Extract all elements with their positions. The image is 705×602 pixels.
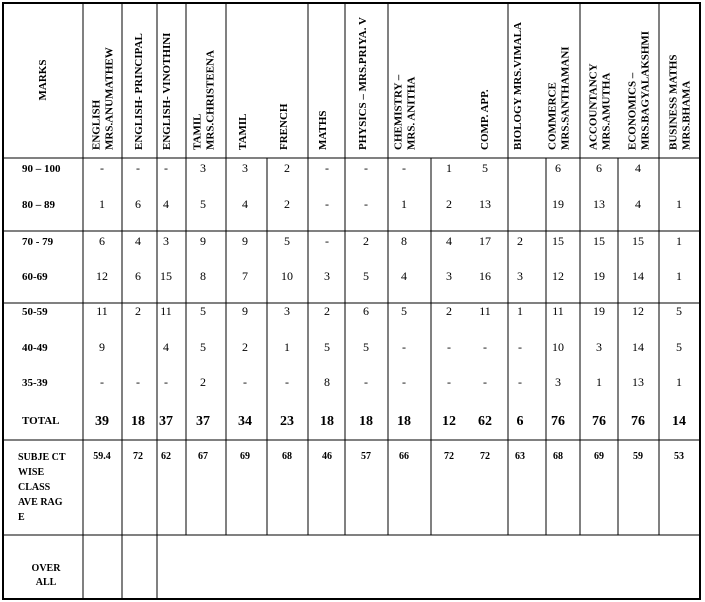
table-cell: - xyxy=(164,375,168,389)
table-cell: 2 xyxy=(446,197,452,211)
marks-header: MARKS xyxy=(37,59,49,101)
total-cell: 18 xyxy=(397,414,411,429)
table-cell: 3 xyxy=(163,234,169,248)
table-cell: 6 xyxy=(135,197,141,211)
average-cell: 69 xyxy=(240,451,250,462)
table-cell: 19 xyxy=(552,197,564,211)
table-cell: 16 xyxy=(479,269,491,283)
row-label: 70 - 79 xyxy=(22,236,54,248)
subject-header: CHEMISTRY – xyxy=(392,74,405,150)
table-cell: 2 xyxy=(446,304,452,318)
average-cell: 63 xyxy=(515,451,525,462)
table-cell: 5 xyxy=(676,340,682,354)
average-cell: 67 xyxy=(198,451,208,462)
table-cell: 3 xyxy=(284,304,290,318)
table-cell: - xyxy=(364,161,368,175)
total-cell: 39 xyxy=(95,414,109,429)
total-cell: 76 xyxy=(592,414,606,429)
table-cell: 8 xyxy=(401,234,407,248)
table-cell: 13 xyxy=(593,197,605,211)
table-cell: 3 xyxy=(446,269,452,283)
table-cell: 5 xyxy=(200,304,206,318)
total-cell: 18 xyxy=(320,414,334,429)
table-cell: 3 xyxy=(517,269,523,283)
subject-header: BUSINESS MATHS xyxy=(667,54,680,150)
table-cell: 4 xyxy=(446,234,452,248)
table-cell: - xyxy=(518,375,522,389)
table-cell: - xyxy=(136,161,140,175)
table-cell: 5 xyxy=(284,234,290,248)
table-cell: 10 xyxy=(552,340,564,354)
table-cell: - xyxy=(325,197,329,211)
table-cell: 3 xyxy=(596,340,602,354)
average-label: E xyxy=(18,512,25,523)
table-cell: 11 xyxy=(96,304,108,318)
total-cell: 34 xyxy=(238,414,252,429)
table-cell: 2 xyxy=(284,197,290,211)
table-cell: - xyxy=(325,161,329,175)
average-label: AVE RAG xyxy=(18,497,63,508)
table-cell: 7 xyxy=(242,269,248,283)
table-cell: - xyxy=(243,375,247,389)
table-cell: 1 xyxy=(676,234,682,248)
table-cell: - xyxy=(364,375,368,389)
table-cell: 1 xyxy=(446,161,452,175)
table-cell: 11 xyxy=(479,304,491,318)
subject-header: MRS.SANTHAMANI xyxy=(559,46,572,150)
table-cell: - xyxy=(402,340,406,354)
table-cell: 6 xyxy=(363,304,369,318)
table-cell: 19 xyxy=(593,269,605,283)
table-cell: 15 xyxy=(593,234,605,248)
table-cell: 1 xyxy=(99,197,105,211)
subject-header: ACCOUNTANCY xyxy=(587,63,600,150)
table-cell: - xyxy=(325,234,329,248)
table-cell: - xyxy=(518,340,522,354)
subject-header: ECONOMICS – xyxy=(626,72,639,150)
table-cell: 9 xyxy=(200,234,206,248)
subject-header: ENGLISH- VINOTHINI xyxy=(161,32,173,150)
subject-header: ENGLISH xyxy=(90,99,103,150)
table-cell: 8 xyxy=(200,269,206,283)
total-cell: 76 xyxy=(631,414,645,429)
table-cell: 8 xyxy=(324,375,330,389)
table-cell: 5 xyxy=(363,340,369,354)
table-cell: 2 xyxy=(242,340,248,354)
table-cell: - xyxy=(164,161,168,175)
table-cell: 19 xyxy=(593,304,605,318)
average-cell: 68 xyxy=(553,451,563,462)
table-cell: 15 xyxy=(160,269,172,283)
table-cell: 1 xyxy=(596,375,602,389)
subject-header: MATHS xyxy=(317,110,329,150)
table-cell: 4 xyxy=(401,269,407,283)
row-label: 35-39 xyxy=(22,377,48,389)
table-cell: 12 xyxy=(552,269,564,283)
total-cell: 14 xyxy=(672,414,686,429)
overall-label: ALL xyxy=(35,577,57,588)
row-label: 90 – 100 xyxy=(22,163,61,175)
table-cell: 6 xyxy=(99,234,105,248)
table-cell: - xyxy=(285,375,289,389)
table-cell: - xyxy=(402,161,406,175)
table-cell: 14 xyxy=(632,269,644,283)
subject-header: BIOLOGY MRS.VIMALA xyxy=(512,22,524,150)
total-cell: 62 xyxy=(478,414,492,429)
table-cell: - xyxy=(364,197,368,211)
average-cell: 66 xyxy=(399,451,409,462)
subject-header: MRS.AMUTHA xyxy=(600,72,613,150)
row-label: 60-69 xyxy=(22,271,48,283)
total-label: TOTAL xyxy=(22,415,60,427)
table-cell: 4 xyxy=(242,197,248,211)
table-cell: 5 xyxy=(401,304,407,318)
subject-header: COMP. APP. xyxy=(479,89,491,150)
table-cell: 1 xyxy=(676,197,682,211)
table-cell: 4 xyxy=(635,161,641,175)
table-cell: 2 xyxy=(284,161,290,175)
table-cell: 13 xyxy=(632,375,644,389)
table-cell: 2 xyxy=(363,234,369,248)
average-cell: 72 xyxy=(480,451,490,462)
row-label: 40-49 xyxy=(22,342,48,354)
average-cell: 53 xyxy=(674,451,684,462)
table-cell: 15 xyxy=(552,234,564,248)
total-cell: 18 xyxy=(131,414,145,429)
table-cell: - xyxy=(483,340,487,354)
table-cell: - xyxy=(483,375,487,389)
table-cell: 2 xyxy=(135,304,141,318)
total-cell: 76 xyxy=(551,414,565,429)
subject-header: TAMIL xyxy=(191,113,204,150)
total-cell: 12 xyxy=(442,414,456,429)
subject-header: ENGLISH- PRINCIPAL xyxy=(133,33,145,150)
table-cell: 10 xyxy=(281,269,293,283)
table-cell: 5 xyxy=(200,340,206,354)
table-cell: 9 xyxy=(242,234,248,248)
total-cell: 6 xyxy=(516,414,524,429)
subject-header: MRS.CHRISTEENA xyxy=(204,50,217,150)
table-cell: 5 xyxy=(676,304,682,318)
subject-header: PHYSICS – MRS.PRIYA. V xyxy=(357,17,369,150)
table-cell: - xyxy=(136,375,140,389)
overall-label: OVER xyxy=(31,563,61,574)
average-cell: 59 xyxy=(633,451,643,462)
table-cell: 6 xyxy=(596,161,602,175)
table-cell: - xyxy=(402,375,406,389)
table-cell: 1 xyxy=(284,340,290,354)
table-cell: - xyxy=(447,340,451,354)
average-label: CLASS xyxy=(18,482,51,493)
table-cell: 5 xyxy=(200,197,206,211)
table-cell: 9 xyxy=(99,340,105,354)
table-cell: 2 xyxy=(324,304,330,318)
average-cell: 69 xyxy=(594,451,604,462)
average-cell: 72 xyxy=(444,451,454,462)
table-cell: 1 xyxy=(676,375,682,389)
table-cell: 5 xyxy=(482,161,488,175)
subject-header: TAMIL xyxy=(237,113,249,150)
table-cell: 3 xyxy=(555,375,561,389)
table-cell: 6 xyxy=(135,269,141,283)
table-cell: - xyxy=(100,375,104,389)
subject-header: COMMERCE xyxy=(546,82,559,150)
table-cell: - xyxy=(100,161,104,175)
table-cell: 4 xyxy=(135,234,141,248)
table-cell: 3 xyxy=(242,161,248,175)
table-cell: 1 xyxy=(517,304,523,318)
average-cell: 57 xyxy=(361,451,371,462)
table-cell: 1 xyxy=(401,197,407,211)
average-cell: 46 xyxy=(322,451,332,462)
subject-header: MRS.BAGYALAKSHMI xyxy=(639,30,652,150)
total-cell: 18 xyxy=(359,414,373,429)
table-cell: 6 xyxy=(555,161,561,175)
row-label: 80 – 89 xyxy=(22,199,55,211)
table-cell: - xyxy=(447,375,451,389)
subject-header: FRENCH xyxy=(278,103,290,150)
table-cell: 11 xyxy=(552,304,564,318)
table-cell: 4 xyxy=(163,340,169,354)
table-cell: 2 xyxy=(517,234,523,248)
table-cell: 15 xyxy=(632,234,644,248)
subject-header: MRS. ANITHA xyxy=(405,76,418,150)
table-cell: 11 xyxy=(160,304,172,318)
total-cell: 37 xyxy=(159,414,173,429)
table-cell: 3 xyxy=(324,269,330,283)
row-label: 50-59 xyxy=(22,306,48,318)
average-cell: 62 xyxy=(161,451,171,462)
table-cell: 13 xyxy=(479,197,491,211)
average-cell: 68 xyxy=(282,451,292,462)
average-label: WISE xyxy=(18,467,45,478)
subject-header: MRS.ANUMATHEW xyxy=(103,47,116,150)
table-cell: 12 xyxy=(632,304,644,318)
table-cell: 12 xyxy=(96,269,108,283)
table-cell: 1 xyxy=(676,269,682,283)
table-cell: 5 xyxy=(324,340,330,354)
table-cell: 2 xyxy=(200,375,206,389)
table-cell: 14 xyxy=(632,340,644,354)
average-cell: 59.4 xyxy=(93,451,111,462)
average-cell: 72 xyxy=(133,451,143,462)
table-cell: 4 xyxy=(635,197,641,211)
subject-header: MRS.BHAMA xyxy=(680,80,693,150)
table-cell: 4 xyxy=(163,197,169,211)
total-cell: 23 xyxy=(280,414,294,429)
table-cell: 9 xyxy=(242,304,248,318)
total-cell: 37 xyxy=(196,414,210,429)
table-cell: 5 xyxy=(363,269,369,283)
average-label: SUBJE CT xyxy=(18,452,66,463)
table-cell: 3 xyxy=(200,161,206,175)
table-cell: 17 xyxy=(479,234,491,248)
